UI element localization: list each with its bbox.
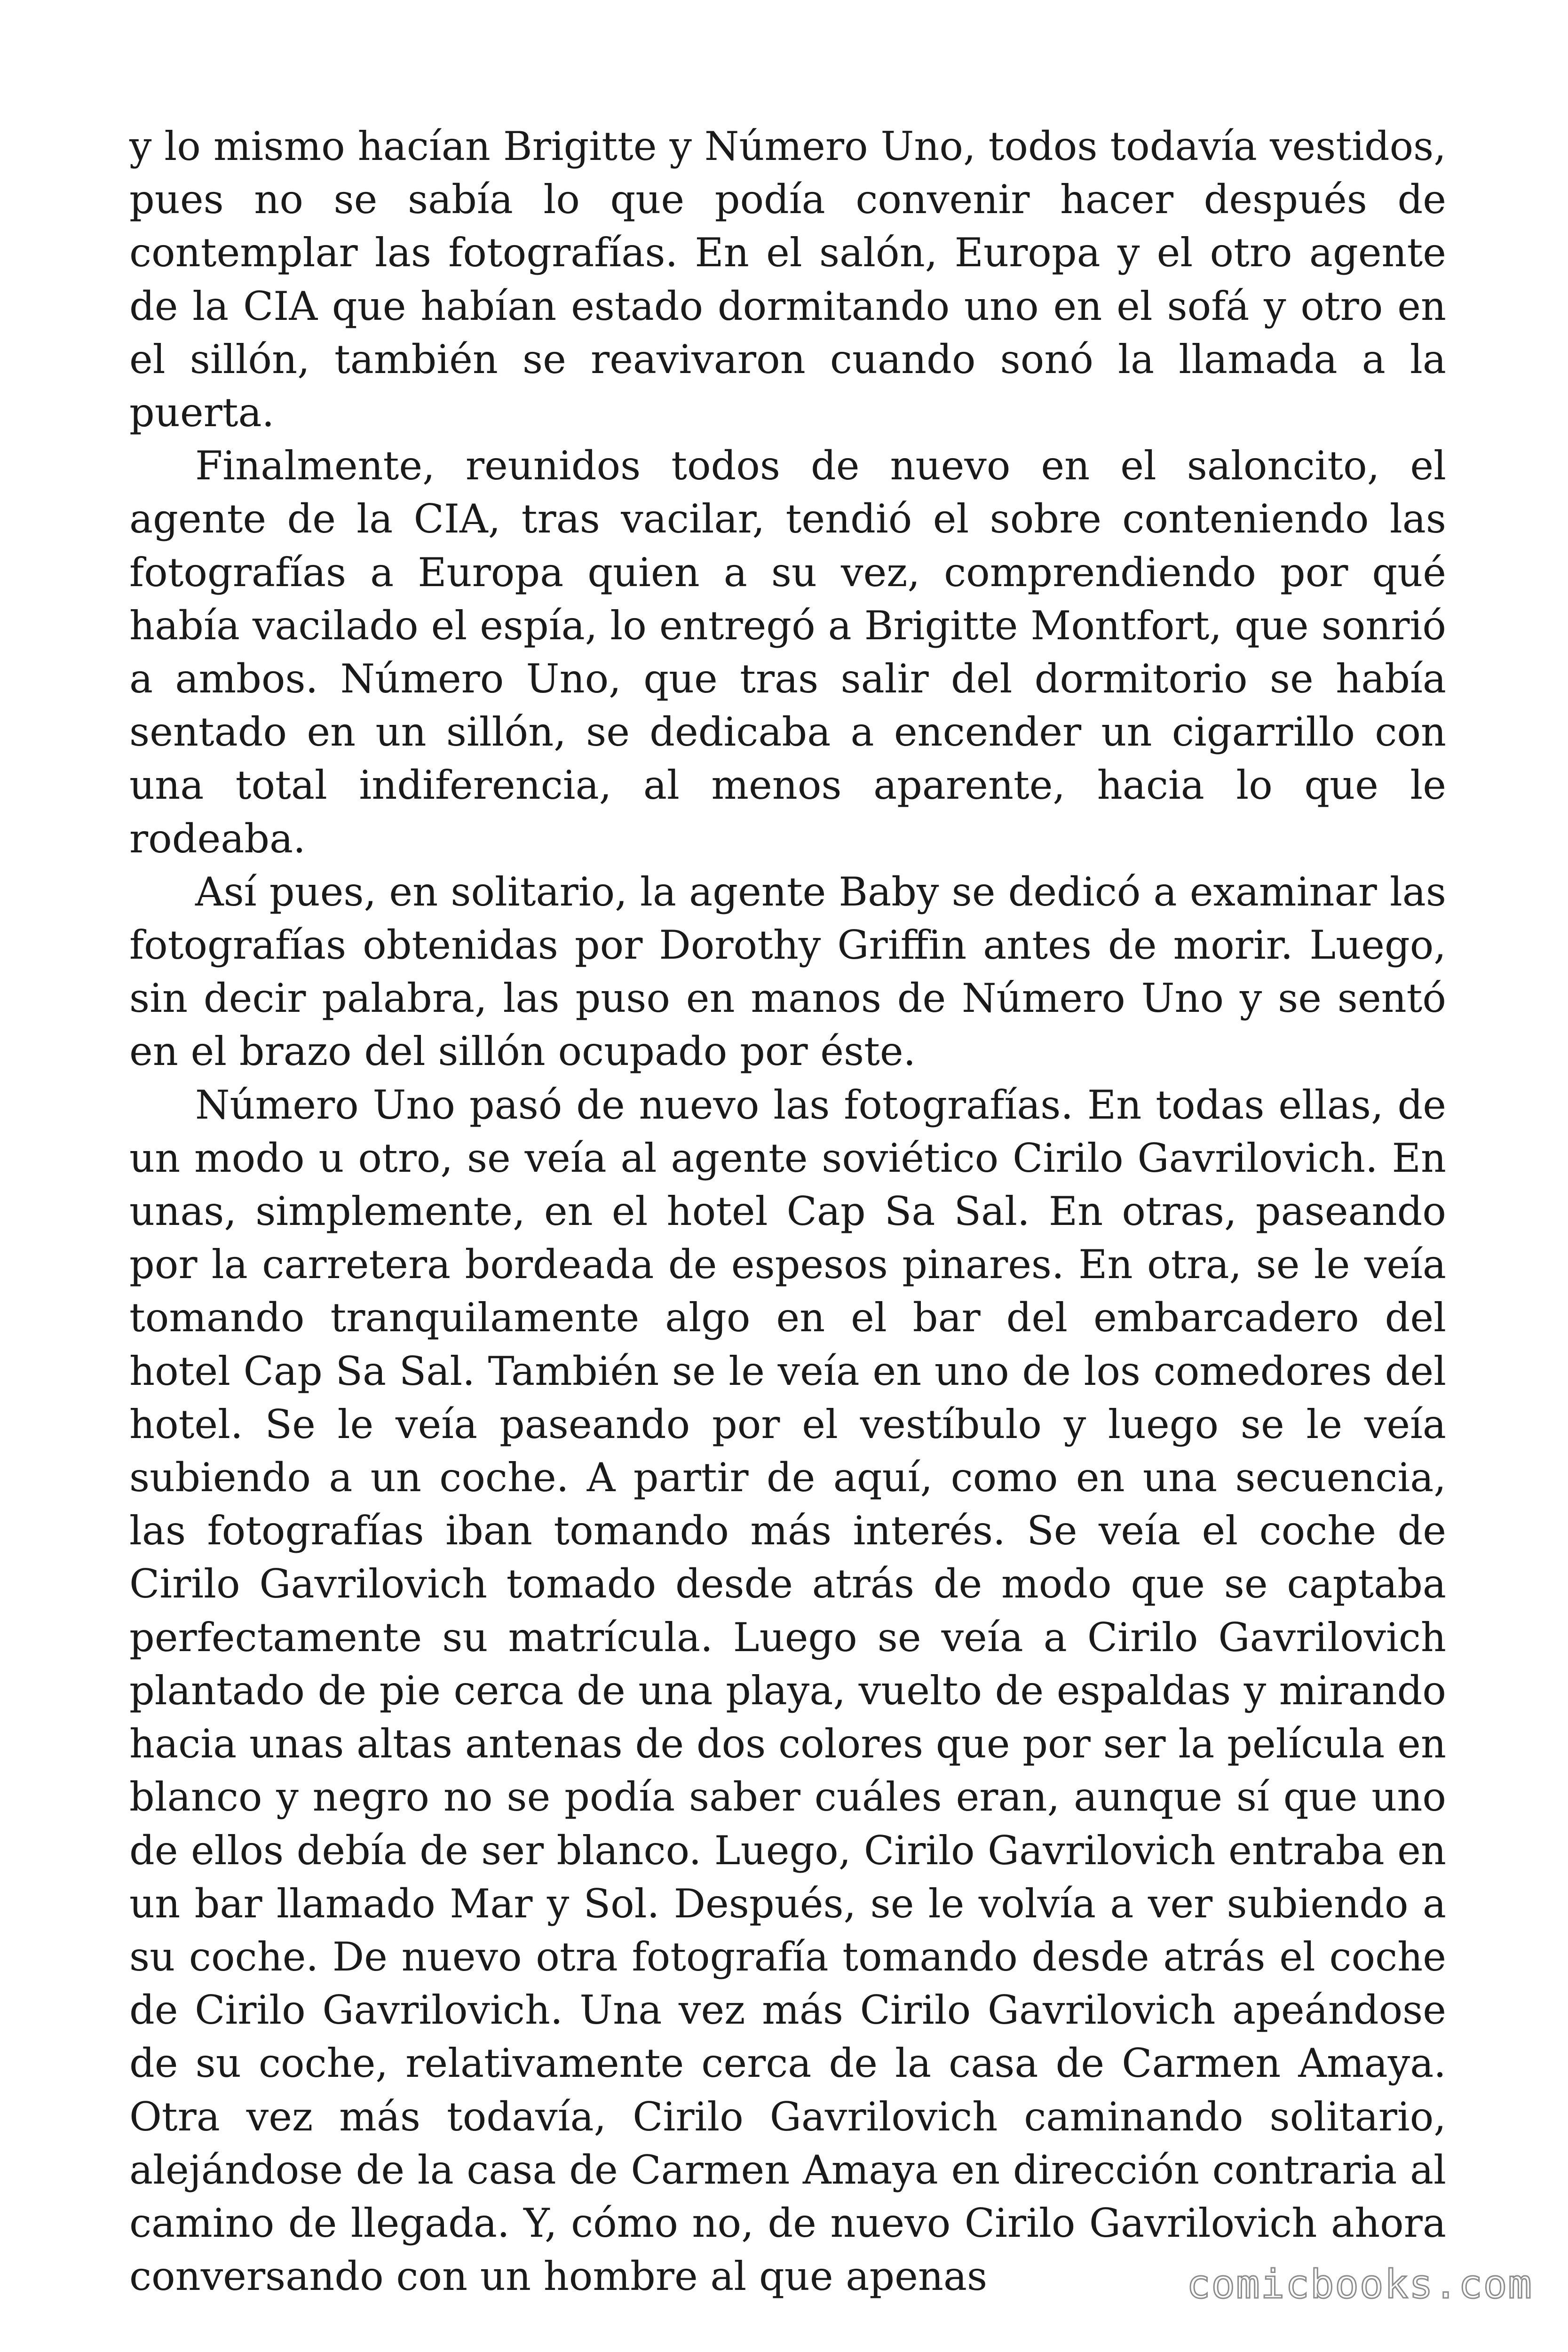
paragraph-4: Número Uno pasó de nuevo las fotografías. En todas ellas, de un modo u otro, se veía al agente soviético Cirilo Gavrilovich. En unas, simplemente, en el hotel Cap Sa Sal. En otras, paseando por la carretera bordeada de espesos pinares. En otra, se le veía tomando tranquilamente algo en el bar del embarcadero del hotel Cap Sa Sal. También se le veía en uno de los comedores del hotel. Se le veía paseando por el vestíbulo y luego se le veía subiendo a un coche. A partir de aquí, como en una secuencia, las fotografías iban tomando más interés. Se veía el coche de Cirilo Gavrilovich tomado desde atrás de modo que se captaba perfectamente su matrícula. Luego se veía a Cirilo Gavrilovich plantado de pie cerca de una playa, vuelto de espaldas y mirando hacia unas altas antenas de dos colores que por ser la película en blanco y negro no se podía saber cuáles eran, aunque sí que uno de ellos debía de ser blanco. Luego, Cirilo Gavrilovich entraba en un bar llamado Mar y Sol. Después, se le volvía a ver subiendo a su coche. De nuevo otra fotografía tomando desde atrás el coche de Cirilo Gavrilovich. Una vez más Cirilo Gavrilovich apeándose de su coche, relativamente cerca de la casa de Carmen Amaya. Otra vez más todavía, Cirilo Gavrilovich caminando solitario, alejándose de la casa de Carmen Amaya en dirección contraria al camino de llegada. Y, cómo no, de nuevo Cirilo Gavrilovich ahora conversando con un hombre al que apenas [129,1081,1446,2300]
paragraph-1: y lo mismo hacían Brigitte y Número Uno, todos todavía vestidos, pues no se sabía lo que podía convenir hacer después de contemplar las fotografías. En el salón, Europa y el otro agente de la CIA que habían estado dormitando uno en el sofá y otro en el sillón, también se reavivaron cuando sonó la llamada a la puerta. [129,123,1446,436]
paragraph-2: Finalmente, reunidos todos de nuevo en el saloncito, el agente de la CIA, tras vacilar, tendió el sobre conteniendo las fotografías a Europa quien a su vez, comprendiendo por qué había vacilado el espía, lo entregó a Brigitte Montfort, que sonrió a ambos. Número Uno, que tras salir del dormitorio se había sentado en un sillón, se dedicaba a encender un cigarrillo con una total indiferencia, al menos aparente, hacia lo que le rodeaba. [129,443,1446,862]
watermark: comicbooks.com [1186,2261,1533,2307]
page-body [129,120,1446,2303]
paragraph-3: Así pues, en solitario, la agente Baby se dedicó a examinar las fotografías obtenidas por Dorothy Griffin antes de morir. Luego, sin decir palabra, las puso en manos de Número Uno y se sentó en el brazo del sillón ocupado por éste. [129,868,1446,1075]
